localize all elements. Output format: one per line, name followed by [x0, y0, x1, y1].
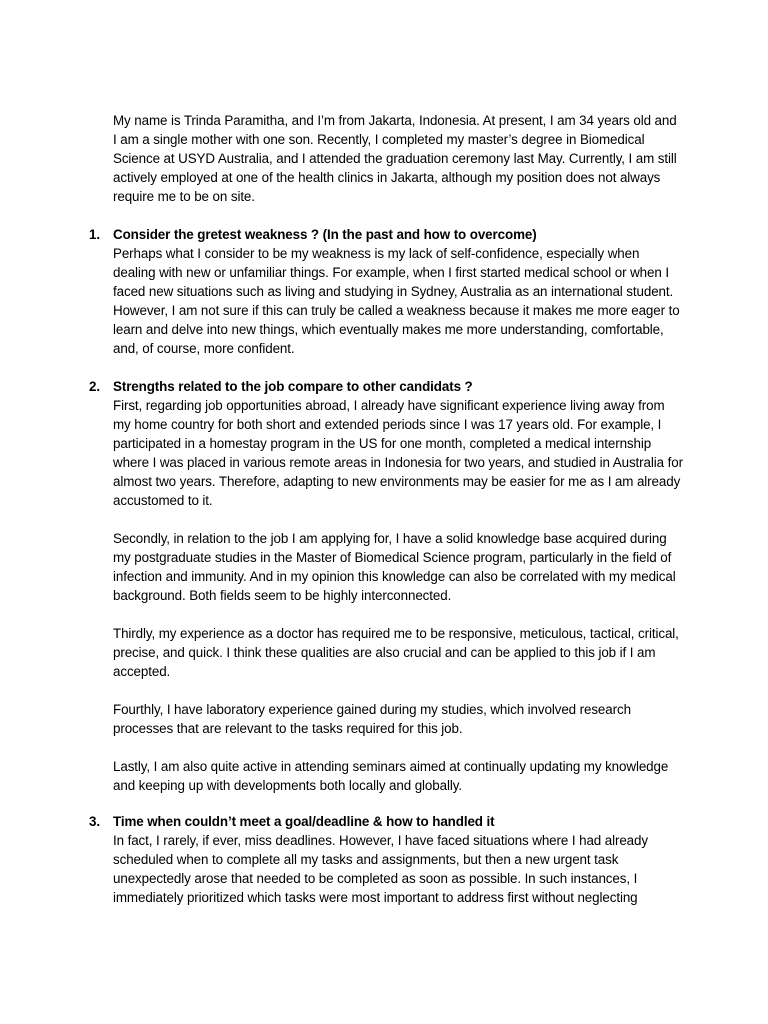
list-number: 2.	[89, 379, 100, 394]
answer-paragraph: Fourthly, I have laboratory experience gained during my studies, which involved research processes that are relevant to the tasks required for this job.	[113, 702, 631, 736]
answer-paragraph: First, regarding job opportunities abroad, I already have significant experience living away from my home country for both short and extended periods since I was 17 years old. For example, I participated in a homestay program in the US for one month, completed a medical internship where I was placed in various remote areas in Indonesia for two years, and studied in Australia for almost two years. Therefore, adapting to new environments may be easier for me as I am already accustomed to it.	[113, 398, 683, 508]
question-heading-3	[89, 812, 683, 831]
question-heading-2	[89, 377, 683, 396]
answer-body-3	[113, 831, 683, 907]
answer-body-1	[113, 244, 683, 358]
answer-body-2	[113, 396, 683, 795]
question-item-3	[89, 812, 683, 907]
list-number: 3.	[89, 814, 100, 829]
answer-paragraph: In fact, I rarely, if ever, miss deadlines. However, I have faced situations where I had already scheduled when to complete all my tasks and assignments, but then a new urgent task unexpectedly arose that needed to be completed as soon as possible. In such instances, I immediately prioritized which tasks were most important to address first without neglecting	[113, 833, 648, 905]
list-number: 1.	[89, 227, 100, 242]
answer-paragraph: Lastly, I am also quite active in attending seminars aimed at continually updating my knowledge and keeping up with developments both locally and globally.	[113, 759, 669, 793]
question-title: Strengths related to the job compare to other candidats ?	[113, 379, 473, 394]
answer-paragraph: Perhaps what I consider to be my weakness is my lack of self-confidence, especially when dealing with new or unfamiliar things. For example, when I first started medical school or when I faced new situations such as living and studying in Sydney, Australia as an international student. However, I am not sure if this can truly be called a weakness because it makes me more eager to learn and delve into new things, which eventually makes me more understanding, comfortable, and, of course, more confident.	[113, 246, 680, 356]
question-heading-1	[89, 225, 683, 244]
question-title: Consider the gretest weakness ? (In the past and how to overcome)	[113, 227, 537, 242]
question-item-1	[89, 225, 683, 358]
answer-paragraph: Secondly, in relation to the job I am applying for, I have a solid knowledge base acquired during my postgraduate studies in the Master of Biomedical Science program, particularly in the field of infection and immunity. And in my opinion this knowledge can also be correlated with my medical background. Both fields seem to be highly interconnected.	[113, 531, 676, 603]
answer-paragraph: Thirdly, my experience as a doctor has required me to be responsive, meticulous, tactical, critical, precise, and quick. I think these qualities are also crucial and can be applied to this job if I am accepted.	[113, 626, 679, 679]
question-title: Time when couldn’t meet a goal/deadline & how to handled it	[113, 814, 495, 829]
intro-paragraph: My name is Trinda Paramitha, and I’m from Jakarta, Indonesia. At present, I am 34 years old and I am a single mother with one son. Recently, I completed my master’s degree in Biomedical Science at USYD Australia, and I attended the graduation ceremony last May. Currently, I am still actively employed at one of the health clinics in Jakarta, although my position does not always require me to be on site.	[113, 113, 677, 204]
question-item-2	[89, 377, 683, 795]
